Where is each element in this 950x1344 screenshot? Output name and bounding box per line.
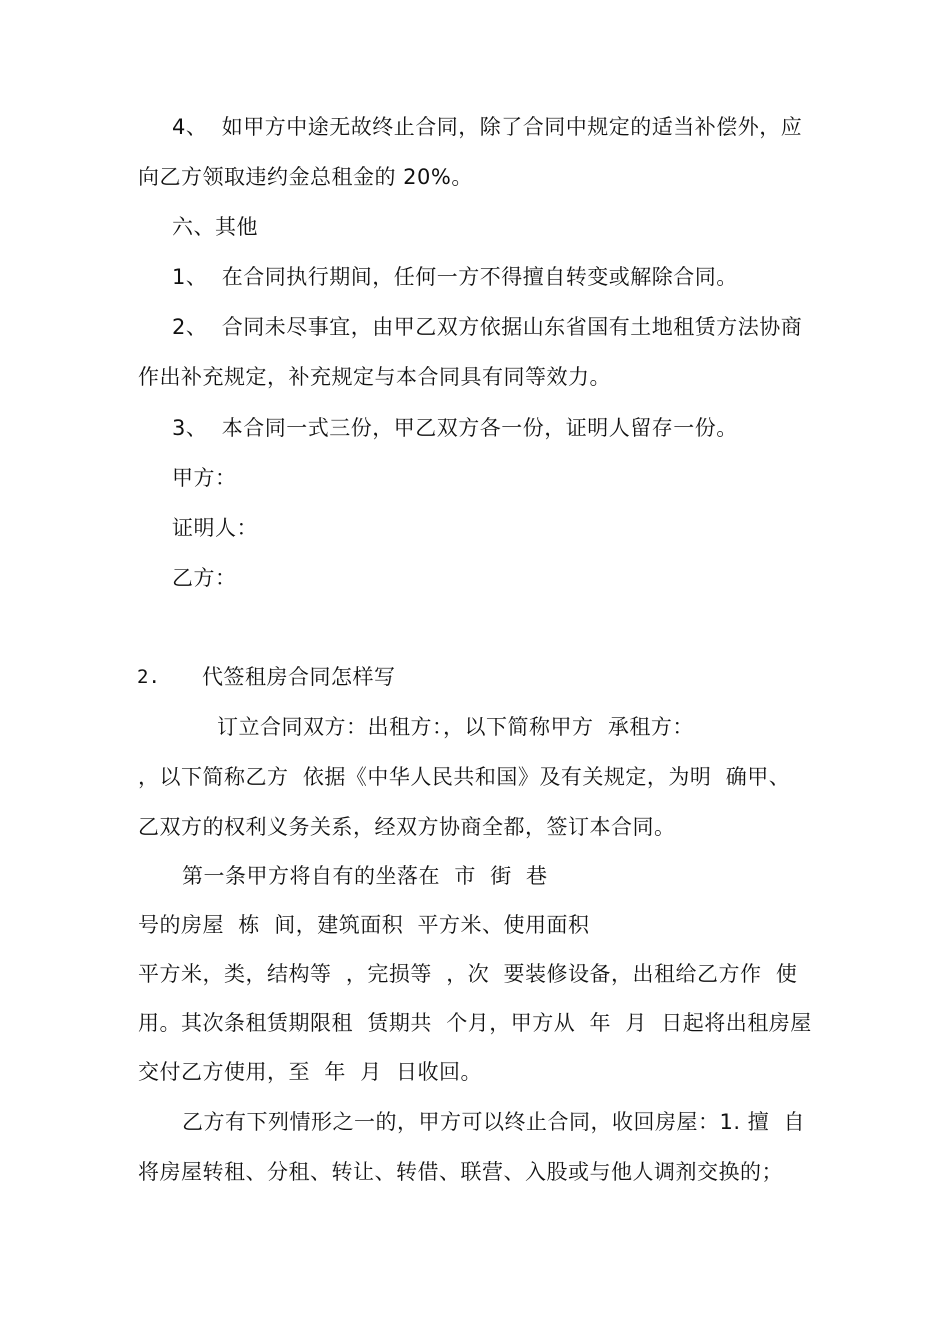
para-2-line-4: 用。其次条租赁期限租 赁期共 个月，甲方从 年 月 日起将出租房屋 xyxy=(138,1011,812,1035)
party-b-signature: 乙方： xyxy=(172,566,237,590)
para-2-line-3: 平方米，类，结构等 ，完损等 ，次 要装修设备，出租给乙方作 使 xyxy=(138,962,798,986)
section-2-number: 2. xyxy=(137,666,160,688)
six-item-1: 1、 在合同执行期间，任何一方不得擅自转变或解除合同。 xyxy=(172,265,738,289)
para-2-line-2: 号的房屋 栋 间，建筑面积 平方米、使用面积 xyxy=(138,913,590,937)
six-item-2-line-2: 作出补充规定，补充规定与本合同具有同等效力。 xyxy=(138,365,611,389)
six-item-3: 3、 本合同一式三份，甲乙双方各一份，证明人留存一份。 xyxy=(172,416,738,440)
item-4-line-1: 4、 如甲方中途无故终止合同，除了合同中规定的适当补偿外，应 xyxy=(172,115,803,139)
six-item-2-line-1: 2、 合同未尽事宜，由甲乙双方依据山东省国有土地租赁方法协商 xyxy=(172,315,803,339)
witness-signature: 证明人： xyxy=(172,516,258,540)
section-2-title: 代签租房合同怎样写 xyxy=(202,665,396,689)
para-2-line-1: 第一条甲方将自有的坐落在 市 街 巷 xyxy=(182,864,548,888)
para-3-line-2: 将房屋转租、分租、转让、转借、联营、入股或与他人调剂交换的； xyxy=(138,1160,783,1184)
para-2-line-5: 交付乙方使用，至 年 月 日收回。 xyxy=(138,1060,483,1084)
para-1-line-2: ，以下简称乙方 依据《中华人民共和国》及有关规定，为明 确甲、 xyxy=(138,765,791,789)
para-1-line-3: 乙双方的权利义务关系，经双方协商全都，签订本合同。 xyxy=(138,815,676,839)
item-4-line-2: 向乙方领取违约金总租金的 20%。 xyxy=(138,165,473,189)
para-3-line-1: 乙方有下列情形之一的，甲方可以终止合同，收回房屋：1. 擅 自 xyxy=(182,1110,806,1134)
party-a-signature: 甲方： xyxy=(172,466,237,490)
section-six-title: 六、其他 xyxy=(172,215,258,239)
para-1-line-1: 订立合同双方：出租方：，以下简称甲方 承租方： xyxy=(217,715,694,739)
